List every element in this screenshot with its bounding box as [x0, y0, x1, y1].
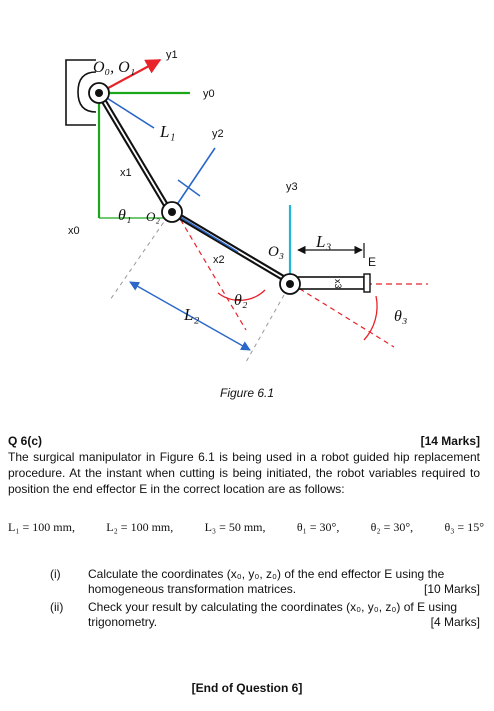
x2-axis: [172, 212, 238, 252]
var-l2: L₂ = 100 mm,: [106, 520, 174, 534]
label-y2: y2: [212, 128, 224, 140]
part-ii-number: (ii): [50, 600, 64, 614]
variables-row: [8, 520, 484, 535]
joint-o2: [162, 202, 182, 222]
link3-extension-dashed: [292, 284, 394, 347]
theta3-arc: [364, 296, 377, 340]
question-marks: [14 Marks]: [420, 434, 480, 448]
var-theta2: θ₂ = 30°,: [370, 520, 414, 534]
var-l1: L₁ = 100 mm,: [8, 520, 75, 534]
end-of-question: [End of Question 6]: [191, 681, 303, 695]
label-theta3: θ₃: [394, 308, 408, 325]
end-effector-link: [294, 277, 364, 289]
end-effector-tool: [364, 274, 370, 292]
part-ii: [50, 600, 480, 630]
label-o0-o1: O₀, O₁: [93, 59, 136, 76]
label-y3: y3: [286, 181, 298, 193]
part-ii-marks: [4 Marks]: [430, 615, 480, 629]
label-x1: x1: [120, 167, 132, 179]
label-e: E: [368, 255, 377, 269]
var-theta1: θ₁ = 30°,: [296, 520, 340, 534]
question-header: [8, 434, 480, 448]
var-l3: L₃ = 50 mm,: [204, 520, 266, 534]
label-l3: L₃: [316, 232, 332, 251]
label-x0: x0: [68, 225, 80, 237]
label-y0: y0: [203, 88, 215, 100]
part-i-number: (i): [50, 567, 61, 581]
link-1-inner: [99, 93, 170, 212]
part-i: [50, 567, 480, 597]
part-ii-line1: Check your result by calculating the coordinates (x₀, y₀, z₀) of E using: [88, 600, 458, 614]
joint-o0-o1: [89, 83, 109, 103]
part-i-marks: [10 Marks]: [423, 582, 480, 596]
part-i-line1: Calculate the coordinates (x₀, y₀, z₀) of the end effector E using the: [88, 567, 445, 581]
joint-o3: [280, 274, 300, 294]
figure-caption: Figure 6.1: [219, 386, 275, 400]
label-theta1: θ₁: [118, 207, 132, 224]
label-y1: y1: [166, 49, 178, 61]
l2-extension-b: [246, 288, 288, 362]
label-theta2: θ₂: [234, 292, 248, 309]
part-ii-line2: trigonometry.: [88, 615, 158, 629]
label-l1: L₁: [160, 122, 176, 141]
label-l2: L₂: [184, 305, 200, 324]
frame2-helper: [178, 180, 200, 196]
part-i-line2: homogeneous transformation matrices.: [88, 582, 297, 596]
label-o2: O₂: [146, 209, 160, 224]
label-x2: x2: [213, 254, 225, 266]
label-x3: x3: [333, 279, 343, 289]
var-theta3: θ₃ = 15°: [444, 520, 484, 534]
question-number: Q 6(c): [8, 434, 43, 448]
question-intro: The surgical manipulator in Figure 6.1 is being used in a robot guided hip replacement procedure. At the instant when cutting is being initiated, the robot variables required to position the end effector E in the correct location are as follows:: [8, 450, 480, 496]
label-o3: O₃: [268, 244, 285, 260]
